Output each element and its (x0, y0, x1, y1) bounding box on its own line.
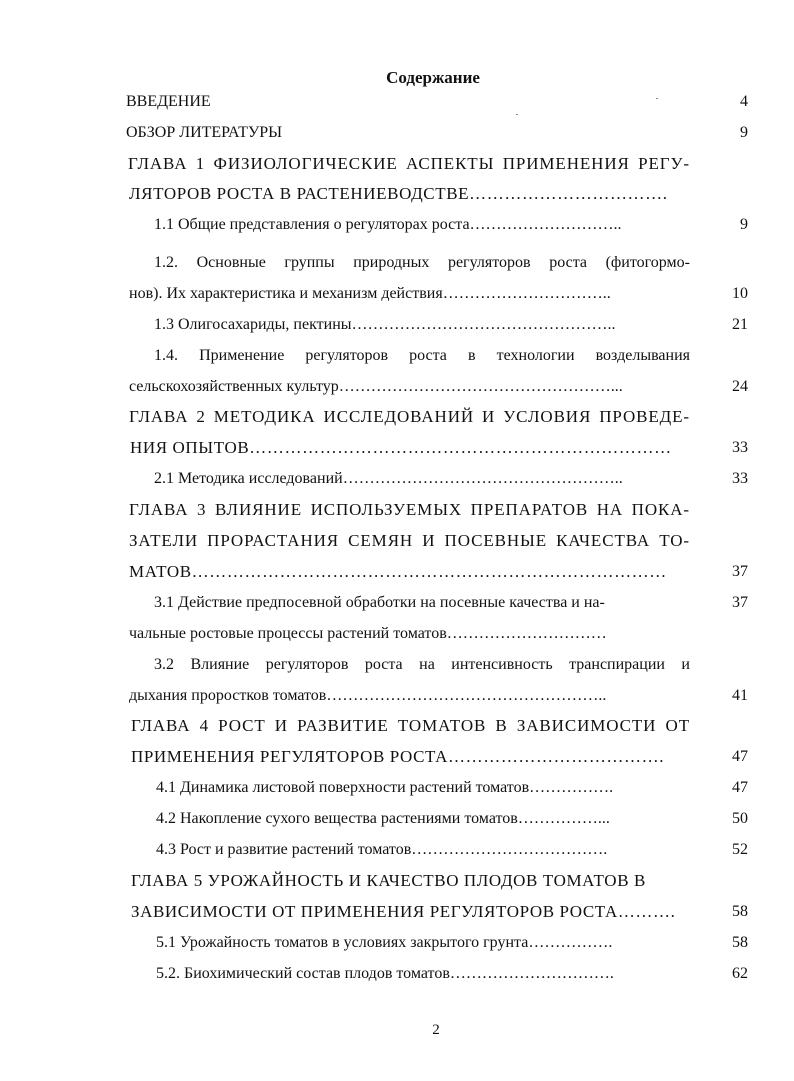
toc-entry-section-3-2-line-1: 3.2 Влияние регуляторов роста на интенсивность транспирации и (154, 656, 690, 673)
toc-entry-chapter-3-line-3: МАТОВ……………………………………………………………………… (129, 562, 667, 581)
toc-entry-chapter-5-line-2: ЗАВИСИМОСТИ ОТ ПРИМЕНЕНИЯ РЕГУЛЯТОРОВ РОСТА………. (131, 902, 676, 921)
toc-page-number: 9 (740, 124, 748, 141)
toc-entry-section-4-1: 4.1 Динамика листовой поверхности растений томатов……………. (156, 779, 614, 796)
toc-page-number: 33 (732, 470, 748, 487)
toc-entry-section-3-1-line-2: чальные ростовые процессы растений томатов………………………… (129, 625, 607, 642)
toc-entry-literature-review: ОБЗОР ЛИТЕРАТУРЫ (126, 124, 283, 141)
toc-page-number: 37 (732, 594, 748, 611)
toc-entry-chapter-3-line-2: ЗАТЕЛИ ПРОРАСТАНИЯ СЕМЯН И ПОСЕВНЫЕ КАЧЕСТВА ТО- (129, 531, 690, 550)
toc-entry-chapter-2-line-1: ГЛАВА 2 МЕТОДИКА ИССЛЕДОВАНИЙ И УСЛОВИЯ ПРОВЕДЕ- (129, 407, 690, 426)
toc-entry-chapter-4-line-2: ПРИМЕНЕНИЯ РЕГУЛЯТОРОВ РОСТА………………………………. (131, 747, 665, 766)
toc-entry-section-5-2: 5.2. Биохимический состав плодов томатов…………………………. (156, 965, 614, 982)
scan-speck (656, 98, 658, 99)
toc-page-number: 62 (732, 965, 748, 982)
toc-page-number: 47 (732, 779, 748, 796)
page-number: 2 (432, 1022, 440, 1038)
toc-entry-section-4-2: 4.2 Накопление сухого вещества растениями томатов……………... (156, 810, 610, 827)
toc-entry-section-1-2-line-1: 1.2. Основные группы природных регуляторов роста (фитогормо- (154, 254, 690, 271)
toc-entry-introduction: ВВЕДЕНИЕ (126, 93, 211, 110)
toc-entry-section-1-4-line-2: сельскохозяйственных культур……………………………………………... (129, 378, 623, 395)
toc-entry-chapter-2-line-2: НИЯ ОПЫТОВ……………………………………………………………… (130, 438, 672, 457)
toc-page-number: 58 (732, 903, 748, 920)
toc-page-number: 58 (732, 934, 748, 951)
toc-entry-section-1-4-line-1: 1.4. Применение регуляторов роста в технологии возделывания (154, 347, 690, 364)
toc-entry-section-1-2-line-2: нов). Их характеристика и механизм действия………………………….. (129, 285, 611, 302)
toc-entry-section-3-1-line-1: 3.1 Действие предпосевной обработки на посевные качества и на- (154, 594, 605, 611)
toc-page-number: 24 (732, 378, 748, 395)
toc-page-number: 50 (732, 810, 748, 827)
toc-entry-section-4-3: 4.3 Рост и развитие растений томатов………………………………. (156, 841, 608, 858)
toc-page-number: 52 (732, 841, 748, 858)
toc-page-number: 21 (732, 316, 748, 333)
toc-page-number: 10 (732, 285, 748, 302)
toc-entry-section-1-3: 1.3 Олигосахариды, пектины………………………………………….. (154, 316, 616, 333)
toc-entry-chapter-4-line-1: ГЛАВА 4 РОСТ И РАЗВИТИЕ ТОМАТОВ В ЗАВИСИМОСТИ ОТ (131, 716, 690, 735)
toc-entry-chapter-5-line-1: ГЛАВА 5 УРОЖАЙНОСТЬ И КАЧЕСТВО ПЛОДОВ ТОМАТОВ В (131, 871, 646, 890)
toc-entry-chapter-1-line-1: ГЛАВА 1 ФИЗИОЛОГИЧЕСКИЕ АСПЕКТЫ ПРИМЕНЕНИЯ РЕГУ- (128, 154, 690, 173)
toc-entry-section-5-1: 5.1 Урожайность томатов в условиях закрытого грунта……………. (156, 934, 613, 951)
toc-page-number: 33 (732, 439, 748, 456)
page-title: Содержание (386, 68, 480, 87)
toc-page-number: 47 (732, 748, 748, 765)
toc-entry-section-2-1: 2.1 Методика исследований…………………………………………….. (154, 470, 623, 487)
toc-page-number: 37 (732, 563, 748, 580)
toc-page-number: 9 (740, 216, 748, 233)
toc-entry-chapter-1-line-2: ЛЯТОРОВ РОСТА В РАСТЕНИЕВОДСТВЕ……………………………. (129, 184, 668, 203)
toc-page-number: 4 (740, 93, 748, 110)
toc-page-number: 41 (732, 687, 748, 704)
toc-entry-section-1-1: 1.1 Общие представления о регуляторах роста……………………….. (154, 216, 622, 233)
toc-entry-chapter-3-line-1: ГЛАВА 3 ВЛИЯНИЕ ИСПОЛЬЗУЕМЫХ ПРЕПАРАТОВ НА ПОКА- (129, 500, 690, 519)
scan-speck (516, 114, 518, 115)
toc-entry-section-3-2-line-2: дыхания проростков томатов…………………………………………….. (129, 687, 607, 704)
